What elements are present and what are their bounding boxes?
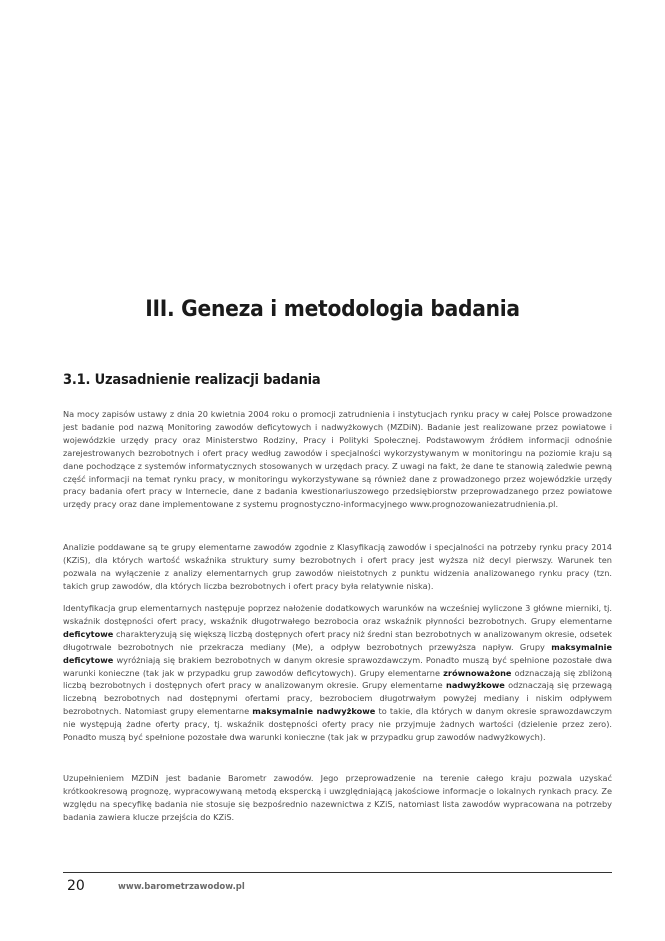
paragraph-barometr: Uzupełnieniem MZDiN jest badanie Barometr zawodów. Jego przeprowadzenie na terenie całego kraju pozwala uzyskać krótkookresową prognozę, wypracowywaną metodą ekspercką i uwzględniającą jakościowe informacje o lokalnych rynkach pracy. Ze względu na specyfikę badania nie stosuje się bezpośrednio nazewnictwa z KZiS, natomiast lista zawodów wypracowana na potrzeby badania zawiera klucze przejścia do KZiS. (63, 773, 612, 822)
section-heading: 3.1. Uzasadnienie realizacji badania (63, 372, 321, 388)
page-number: 20 (67, 878, 85, 894)
paragraph-text: wyróżniają się brakiem bezrobotnych w danym okresie sprawozdawczym. Ponadto muszą być spełnione pozostałe dwa warunki konieczne (tak jak w przypadku grup zawodów deficytowych). Grupy elementarne (63, 654, 612, 678)
term-maksymalnie-nadwyzkowe: maksymalnie nadwyżkowe (252, 706, 376, 717)
paragraph-text: odznaczają się zbliżoną liczbą bezrobotnych i dostępnych ofert pracy w analizowanym okresie. Grupy elementarne (63, 667, 612, 691)
paragraph-text: charakteryzują się większą liczbą dostępnych ofert pracy niż średni stan bezrobotnych w analizowanym okresie, odsetek długotrwale bezrobotnych nie przekracza mediany (Me), a odpływ bezrobotnych przewyższa napływ. Grupy (63, 628, 613, 652)
footer-url: www.barometrzawodow.pl (118, 882, 245, 892)
paragraph-text: to takie, dla których w danym okresie sprawozdawczym nie występują żadne oferty pracy, tj. wskaźnik dostępności oferty pracy nie przyjmuje żadnych wartości (dzielenie przez zero). Ponadto muszą być spełnione pozostałe dwa warunki konieczne (tak jak w przypadku grup zawodów nadwyżkowych). (63, 706, 612, 743)
paragraph-text: Identyfikacja grup elementarnych następuje poprzez nałożenie dodatkowych warunków na wcześniej wyliczone 3 główne mierniki, tj. wskaźnik dostępności ofert pracy, wskaźnik długotrwałego bezrobocia oraz wskaźnik płynności bezrobotnych. Grupy elementarne (63, 603, 612, 626)
term-zrownowazone: zrównoważone (443, 667, 512, 678)
paragraph-group-identification (63, 602, 612, 744)
paragraph-analysis-scope: Analizie poddawane są te grupy elementarne zawodów zgodnie z Klasyfikacją zawodów i specjalności na potrzeby rynku pracy 2014 (KZiS), dla których wartość wskaźnika struktury sumy bezrobotnych i ofert pracy jest wyższa niż decyl pierwszy. Warunek ten pozwala na wyłączenie z analizy elementarnych grup zawodów nieistotnych z punktu widzenia analizowanego rynku pracy (tzn. takich grup zawodów, dla których liczba bezrobotnych i ofert pracy była relatywnie niska). (63, 542, 612, 591)
footer-divider (63, 872, 612, 873)
term-nadwyzkowe: nadwyżkowe (445, 680, 505, 691)
chapter-title: III. Geneza i metodologia badania (145, 296, 520, 322)
paragraph-text: odznaczają się przewagą liczebną bezrobotnych nad dostępnymi ofertami pracy, bezrobociem długotrwałym powyżej mediany i niskim odpływem bezrobotnych. Natomiast grupy elementarne (63, 680, 612, 717)
paragraph-monitoring-intro: Na mocy zapisów ustawy z dnia 20 kwietnia 2004 roku o promocji zatrudnienia i instytucjach rynku pracy w całej Polsce prowadzone jest badanie pod nazwą Monitoring zawodów deficytowych i nadwyżkowych (MZDiN). Badanie jest realizowane przez powiatowe i wojewódzkie urzędy pracy oraz Ministerstwo Rodziny, Pracy i Polityki Społecznej. Podstawowym źródłem informacji odnośnie zarejestrowanych bezrobotnych i ofert pracy według zawodów i specjalności wykorzystywanym w monitoringu na poziomie kraju są dane pochodzące z systemów informatycznych stosowanych w urzędach pracy. Z uwagi na fakt, że dane te stanowią zaledwie pewną część informacji na temat rynku pracy, w monitoringu wykorzystywane są również dane z prowadzonego przez wojewódzkie urzędy pracy badania ofert pracy w Internecie, dane z badania kwestionariuszowego przedsiębiorstw przeprowadzanego przez powiatowe urzędy pracy oraz dane implementowane z systemu prognostyczno-informacyjnego www.prognozowaniezatrudnienia.pl. (63, 409, 612, 510)
term-maksymalnie-deficytowe: maksymalnie deficytowe (63, 641, 613, 665)
term-deficytowe: deficytowe (63, 628, 114, 639)
